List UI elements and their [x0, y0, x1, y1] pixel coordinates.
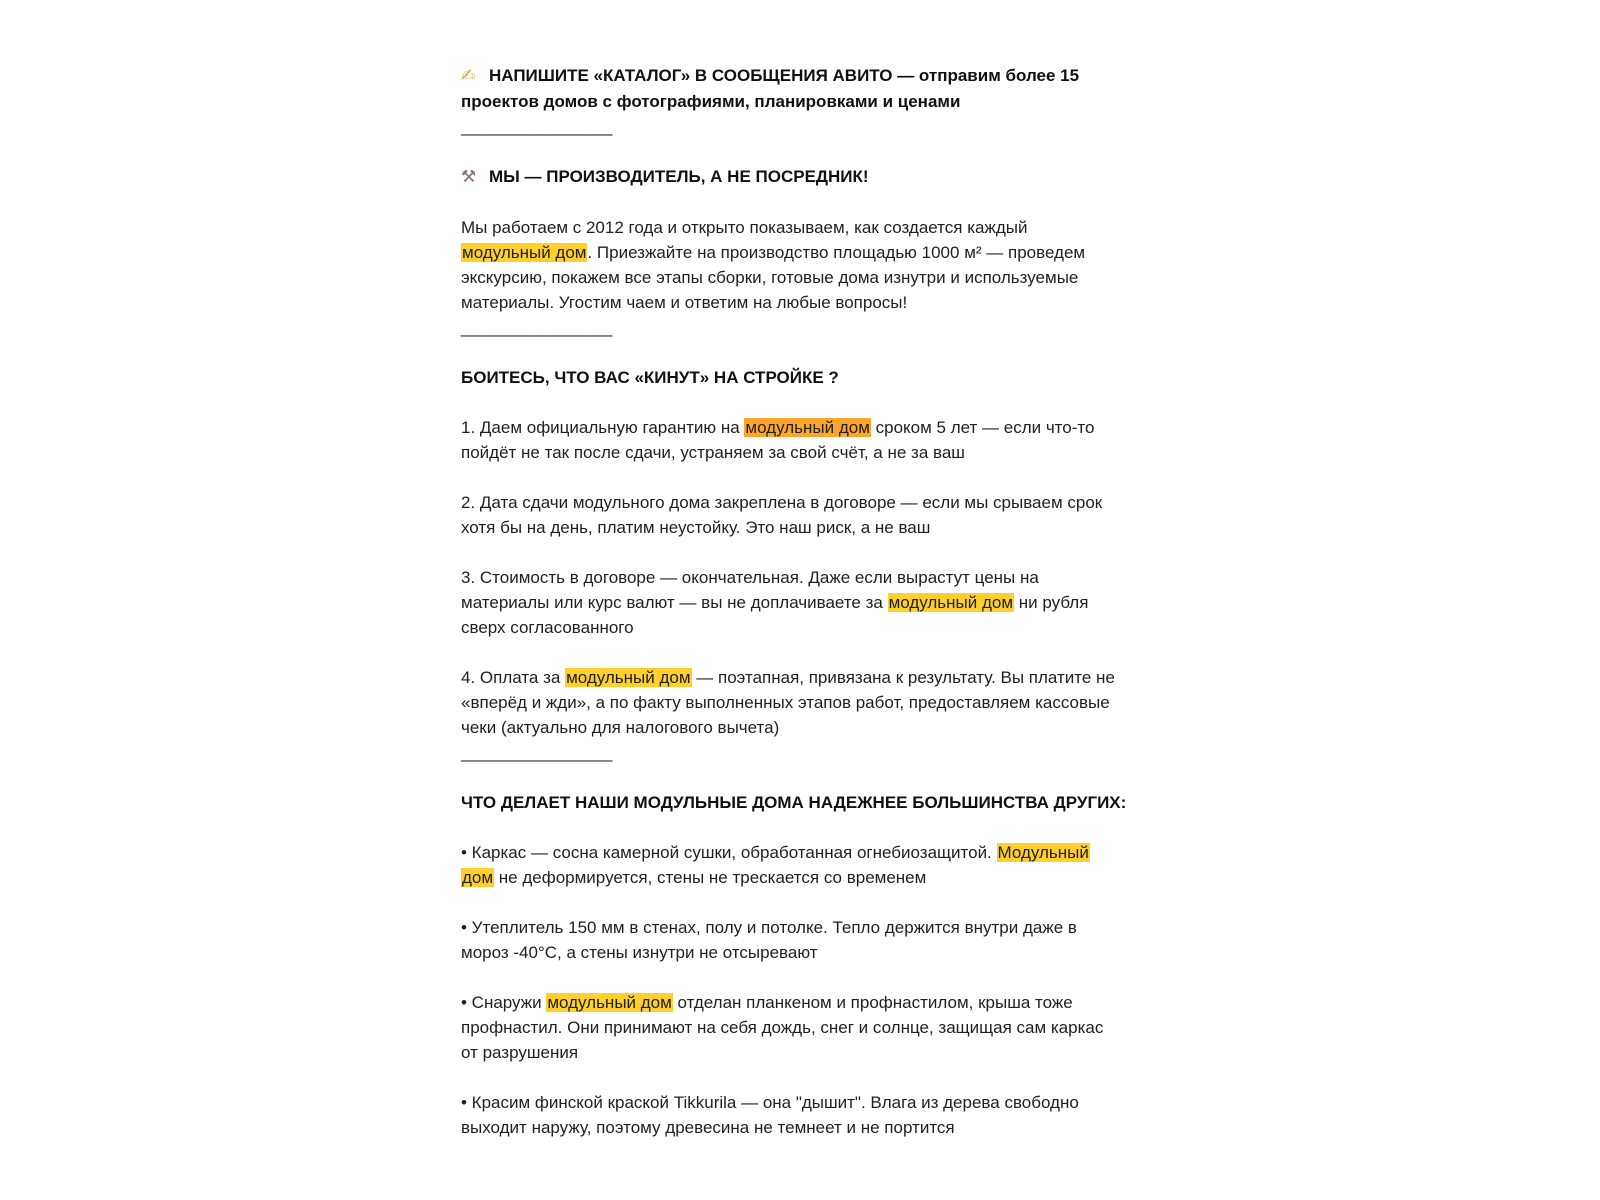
- spacer: [461, 815, 1161, 840]
- intro-text-1: НАПИШИТЕ «КАТАЛОГ» В СООБЩЕНИЯ АВИТО — отправим более 15: [489, 66, 1080, 85]
- spacer: [461, 340, 1161, 365]
- reliability-bullet-1-text: не деформируется, стены не трескается со временем: [494, 868, 927, 887]
- fear-item-1-text: сроком 5 лет — если что-то: [870, 418, 1095, 437]
- fear-item-3-text: материалы или курс валют — вы не доплачиваете за: [461, 593, 888, 612]
- reliability-heading: ЧТО ДЕЛАЕТ НАШИ МОДУЛЬНЫЕ ДОМА НАДЕЖНЕЕ БОЛЬШИНСТВА ДРУГИХ:: [461, 793, 1127, 812]
- fear-item-4-line-2: «вперёд и жди», а по факту выполненных этапов работ, предоставляем кассовые: [461, 693, 1110, 712]
- reliability-bullet-3-line-1: [461, 990, 1161, 1015]
- intro-line-2: проектов домов с фотографиями, планировками и ценами: [461, 92, 961, 111]
- spacer: [461, 190, 1161, 215]
- fear-heading: БОИТЕСЬ, ЧТО ВАС «КИНУТ» НА СТРОЙКЕ ?: [461, 368, 839, 387]
- divider: ________________: [461, 743, 613, 762]
- listing-description: [461, 63, 1161, 1140]
- fear-item-3-line-1: 3. Стоимость в договоре — окончательная. Даже если вырастут цены на: [461, 568, 1039, 587]
- spacer: [461, 390, 1161, 415]
- fear-item-4-line-1: [461, 665, 1161, 690]
- fear-item-1-text: 1. Даем официальную гарантию на: [461, 418, 745, 437]
- fear-item-4-line-3: чеки (актуально для налогового вычета): [461, 718, 780, 737]
- hammer-wrench-icon: ⚒: [461, 167, 477, 187]
- producer-paragraph-line-3: экскурсию, покажем все этапы сборки, готовые дома изнутри и используемые: [461, 268, 1079, 287]
- reliability-bullet-4-line-1: • Красим финской краской Tikkurila — она "дышит". Влага из дерева свободно: [461, 1093, 1079, 1112]
- producer-heading: [461, 164, 1161, 190]
- spacer: [461, 1065, 1161, 1090]
- divider: ________________: [461, 318, 613, 337]
- fear-item-2-line-2: хотя бы на день, платим неустойку. Это наш риск, а не ваш: [461, 518, 931, 537]
- keyword-highlight: модульный дом: [566, 668, 691, 687]
- spacer: [461, 890, 1161, 915]
- intro-line-1: [461, 63, 1161, 89]
- keyword-highlight: Модульный: [997, 843, 1089, 862]
- writing-hand-icon: ✍: [461, 66, 476, 86]
- keyword-highlight: модульный дом: [547, 993, 672, 1012]
- fear-item-4-text: 4. Оплата за: [461, 668, 566, 687]
- spacer: [461, 965, 1161, 990]
- fear-item-3-line-2: [461, 590, 1161, 615]
- spacer: [461, 765, 1161, 790]
- reliability-bullet-4-line-2: выходит наружу, поэтому древесина не темнеет и не портится: [461, 1118, 955, 1137]
- spacer: [461, 540, 1161, 565]
- producer-paragraph-line-4: материалы. Угостим чаем и ответим на любые вопросы!: [461, 293, 908, 312]
- producer-paragraph-line-2: [461, 240, 1161, 265]
- reliability-bullet-3-line-2: профнастил. Они принимают на себя дождь, снег и солнце, защищая сам каркас: [461, 1018, 1104, 1037]
- reliability-bullet-2-line-1: • Утеплитель 150 мм в стенах, полу и потолке. Тепло держится внутри даже в: [461, 918, 1077, 937]
- reliability-bullet-3-line-3: от разрушения: [461, 1043, 579, 1062]
- keyword-highlight: модульный дом: [888, 593, 1014, 612]
- keyword-highlight: дом: [462, 868, 494, 887]
- keyword-highlight: модульный дом: [745, 418, 870, 437]
- reliability-bullet-1-text: • Каркас — сосна камерной сушки, обработанная огнебиозащитой.: [461, 843, 997, 862]
- spacer: [461, 465, 1161, 490]
- producer-paragraph-text: . Приезжайте на производство площадью 1000 м² — проведем: [587, 243, 1086, 262]
- producer-heading-text: МЫ — ПРОИЗВОДИТЕЛЬ, А НЕ ПОСРЕДНИК!: [489, 167, 869, 186]
- reliability-bullet-1-line-2: [461, 865, 1161, 890]
- fear-item-1-line-2: пойдёт не так после сдачи, устраняем за свой счёт, а не за ваш: [461, 443, 965, 462]
- spacer: [461, 139, 1161, 164]
- fear-item-3-text: ни рубля: [1014, 593, 1089, 612]
- spacer: [461, 640, 1161, 665]
- reliability-bullet-2-line-2: мороз -40°C, а стены изнутри не отсыревают: [461, 943, 818, 962]
- reliability-bullet-3-text: отделан планкеном и профнастилом, крыша тоже: [672, 993, 1073, 1012]
- divider: ________________: [461, 117, 613, 136]
- fear-item-4-text: — поэтапная, привязана к результату. Вы платите не: [691, 668, 1115, 687]
- fear-item-1-line-1: [461, 415, 1161, 440]
- fear-item-2-line-1: 2. Дата сдачи модульного дома закреплена в договоре — если мы срываем срок: [461, 493, 1103, 512]
- producer-paragraph-line-1: Мы работаем с 2012 года и открыто показываем, как создается каждый: [461, 218, 1028, 237]
- reliability-bullet-1-line-1: [461, 840, 1161, 865]
- fear-item-3-line-3: сверх согласованного: [461, 618, 634, 637]
- reliability-bullet-3-text: • Снаружи: [461, 993, 547, 1012]
- keyword-highlight: модульный дом: [462, 243, 587, 262]
